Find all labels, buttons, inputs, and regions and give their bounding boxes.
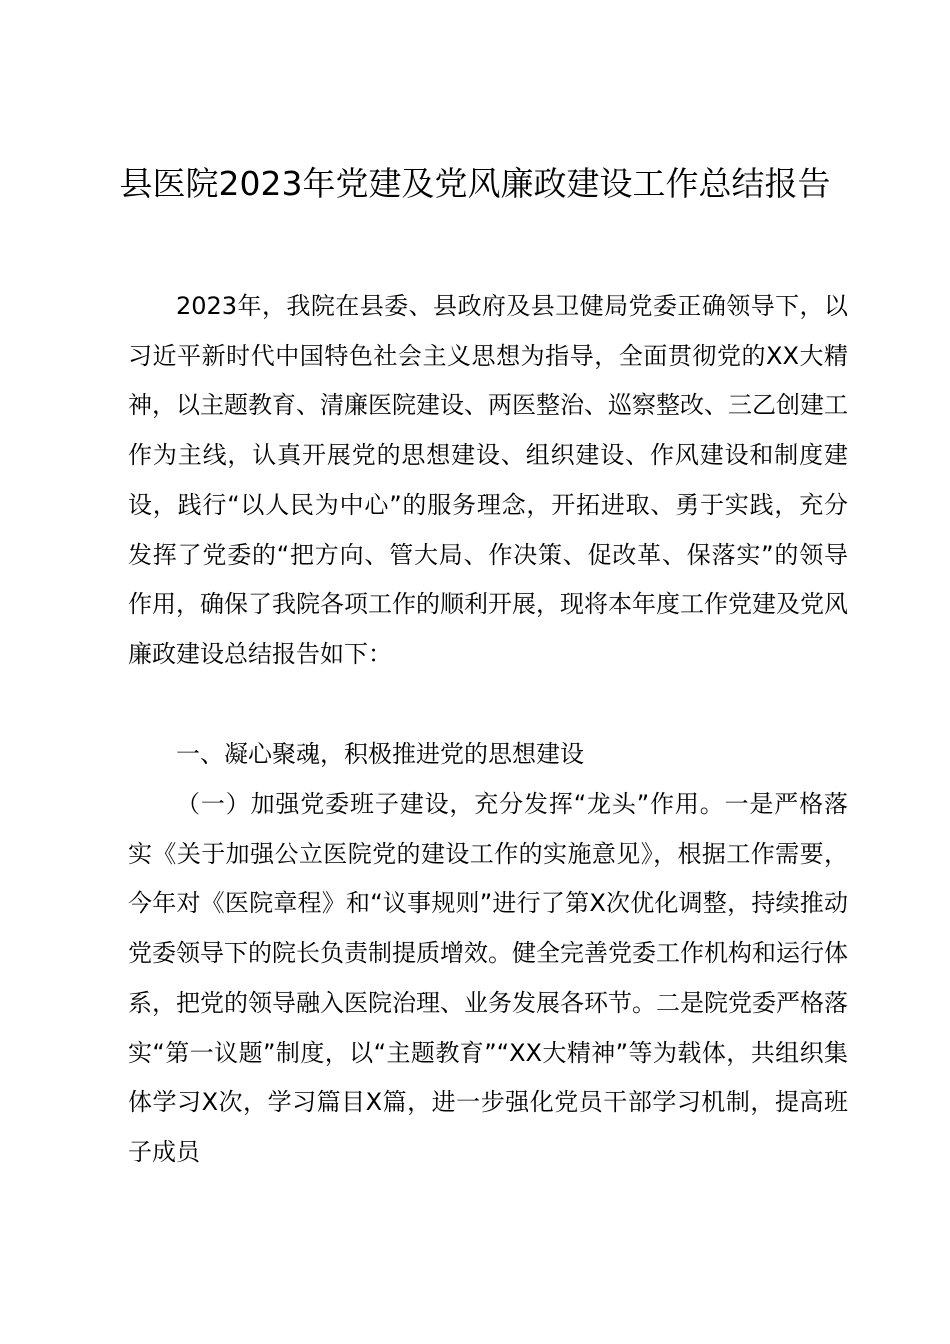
section-1-paragraph-1: （一）加强党委班子建设，充分发挥“龙头”作用。一是严格落实《关于加强公立医院党的建设工作的实施意见》，根据工作需要，今年对《医院章程》和“议事规则”进行了第X次优化调整，持续推动党委领导下的院长负责制提质增效。健全完善党委工作机构和运行体系，把党的领导融入医院治理、业务发展各环节。二是院党委严格落实“第一议题”制度，以“主题教育”“XX大精神”等为载体，共组织集体学习X次，学习篇目X篇，进一步强化党员干部学习机制，提高班子成员	[128, 790, 848, 1166]
document-title: 县医院2023年党建及党风廉政建设工作总结报告	[119, 164, 831, 203]
intro-paragraph: 2023年，我院在县委、县政府及县卫健局党委正确领导下，以习近平新时代中国特色社会主义思想为指导，全面贯彻党的XX大精神，以主题教育、清廉医院建设、两医整治、巡察整改、三乙创建工作为主线，认真开展党的思想建设、组织建设、作风建设和制度建设，践行“以人民为中心”的服务理念，开拓进取、勇于实践，充分发挥了党委的“把方向、管大局、作决策、促改革、保落实”的领导作用，确保了我院各项工作的顺利开展，现将本年度工作党建及党风廉政建设总结报告如下：	[128, 292, 848, 668]
section-heading-1: 一、凝心聚魂，积极推进党的思想建设	[176, 740, 584, 768]
